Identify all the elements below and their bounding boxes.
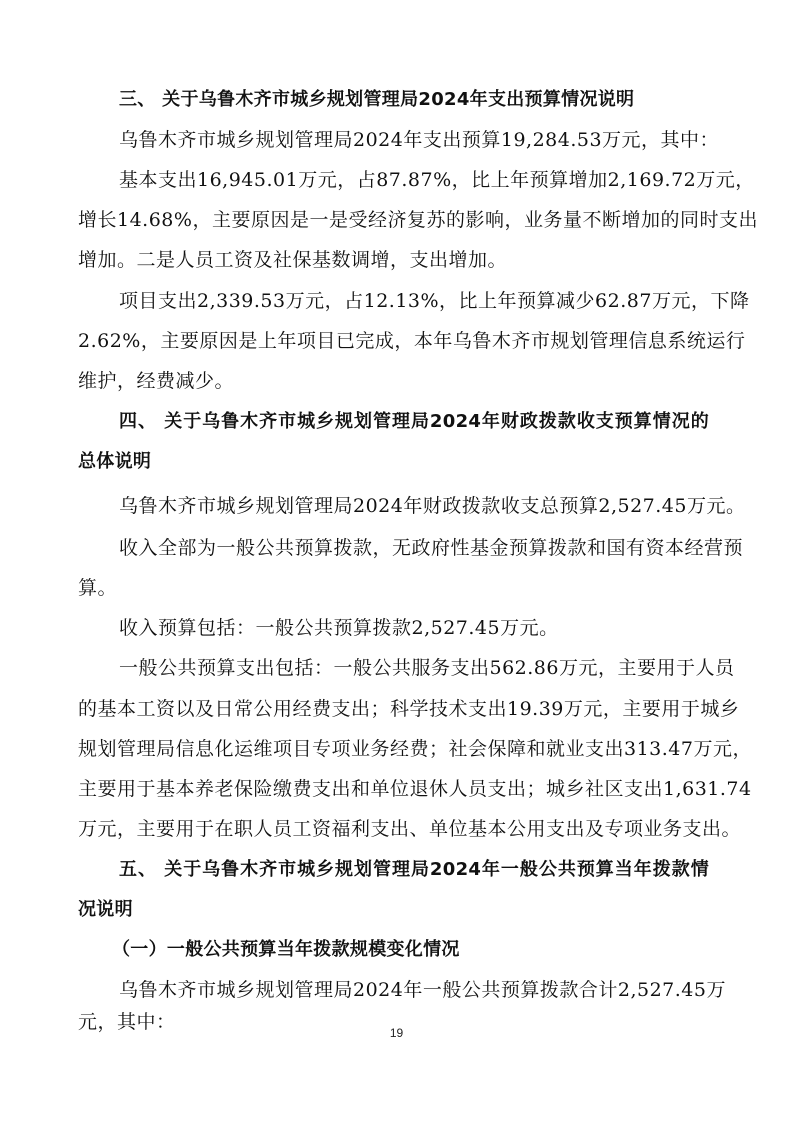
section4-heading-line-2: 总体说明 xyxy=(78,451,152,472)
section4-line-9: 万元，主要用于在职人员工资福利支出、单位基本公用支出及专项业务支出。 xyxy=(78,818,742,840)
section3-line-1: 乌鲁木齐市城乡规划管理局2024年支出预算19,284.53万元，其中： xyxy=(119,129,720,151)
section5-subheading: （一）一般公共预算当年拨款规模变化情况 xyxy=(112,939,460,960)
section3-line-3: 增长14.68%，主要原因是一是受经济复苏的影响，业务量不断增加的同时支出 xyxy=(78,209,758,231)
section3-line-2: 基本支出16,945.01万元，占87.87%，比上年预算增加2,169.72万元， xyxy=(119,169,755,191)
section5-heading-line-1: 五、 关于乌鲁木齐市城乡规划管理局2024年一般公共预算当年拨款情 xyxy=(119,859,709,880)
section4-line-3: 算。 xyxy=(78,577,118,599)
page-number: 19 xyxy=(389,1026,404,1040)
section4-heading-line-1: 四、 关于乌鲁木齐市城乡规划管理局2024年财政拨款收支预算情况的 xyxy=(119,411,709,432)
section4-line-7: 规划管理局信息化运维项目专项业务经费；社会保障和就业支出313.47万元， xyxy=(78,738,752,760)
section3-line-7: 维护，经费减少。 xyxy=(78,370,235,392)
section5-heading-line-2: 况说明 xyxy=(78,899,133,920)
section4-line-2: 收入全部为一般公共预算拨款，无政府性基金预算拨款和国有资本经营预 xyxy=(119,537,744,559)
section4-line-4: 收入预算包括：一般公共预算拨款2,527.45万元。 xyxy=(119,617,559,639)
section3-line-4: 增加。二是人员工资及社保基数调增，支出增加。 xyxy=(78,249,508,271)
section4-line-8: 主要用于基本养老保险缴费支出和单位退休人员支出；城乡社区支出1,631.74 xyxy=(78,778,752,800)
section5-line-1: 乌鲁木齐市城乡规划管理局2024年一般公共预算拨款合计2,527.45万 xyxy=(119,979,726,1001)
section3-line-6: 2.62%，主要原因是上年项目已完成，本年乌鲁木齐市规划管理信息系统运行 xyxy=(78,330,746,352)
section3-line-5: 项目支出2,339.53万元，占12.13%，比上年预算减少62.87万元，下降 xyxy=(119,290,750,312)
section5-line-2: 元，其中： xyxy=(78,1011,176,1033)
section4-line-1: 乌鲁木齐市城乡规划管理局2024年财政拨款收支总预算2,527.45万元。 xyxy=(119,495,746,517)
section3-heading: 三、 关于乌鲁木齐市城乡规划管理局2024年支出预算情况说明 xyxy=(119,89,635,110)
section4-line-6: 的基本工资以及日常公用经费支出；科学技术支出19.39万元，主要用于城乡 xyxy=(78,698,740,720)
section4-line-5: 一般公共预算支出包括：一般公共服务支出562.86万元，主要用于人员 xyxy=(119,657,735,679)
